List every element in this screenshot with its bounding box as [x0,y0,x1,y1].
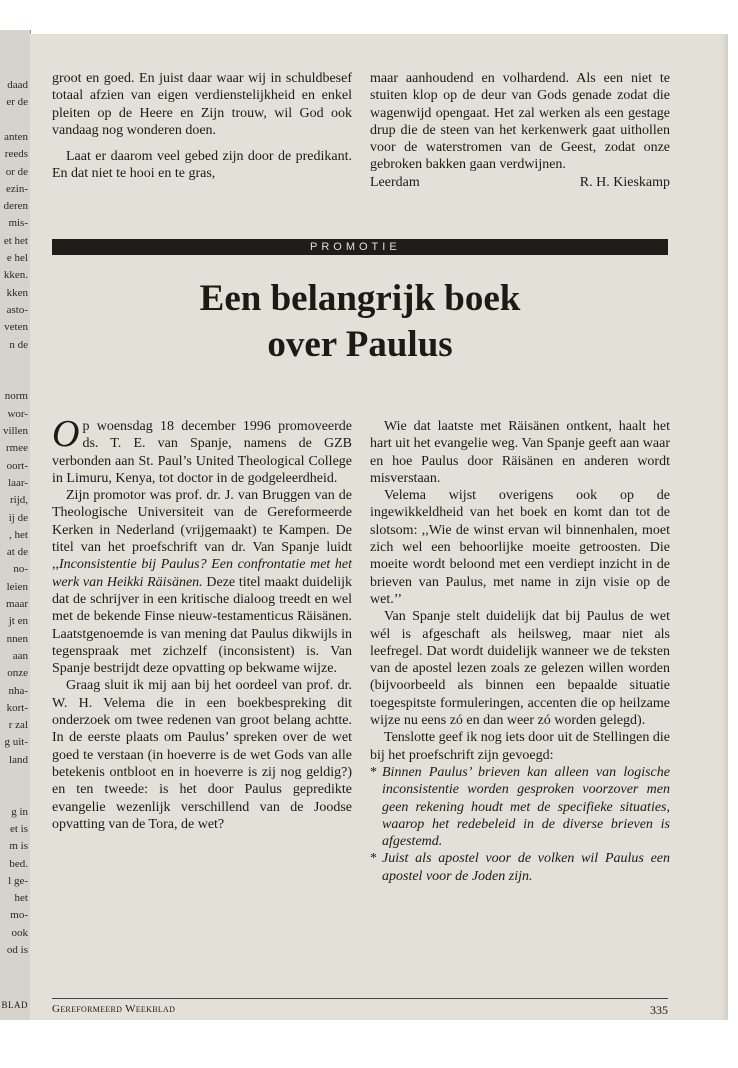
section-banner [52,239,668,255]
previous-page-fragment: kken. [3,269,28,282]
previous-page-fragment: at de [6,546,28,559]
paragraph: Velema wijst overigens ook op de ingewikkeldheid van het boek en komt dan tot de slotsom: ,,Wie de winst ervan wil binnenhalen, moet zich wel een behoorlijke moeite getroosten. Die moeite wordt beloond met een verdiept inzicht in de brieven van Paulus, met name in zijn visie op de wet.’’ [370,488,670,607]
article-right-column [370,418,670,885]
previous-page-fragment: ij de [8,511,28,524]
paragraph [52,487,352,677]
footer-rule [52,998,668,999]
previous-page-fragment: leien [6,580,28,593]
previous-page-fragment: et is [9,822,28,835]
thesis-item [370,850,670,885]
dissertation-title: Inconsistentie bij Paulus? Een confrontatie met het werk van Heikki Räisänen. [52,557,352,590]
paragraph-text: p woensdag 18 december 1996 promoveerde ds. T. E. van Spanje, namens de GZB verbonden aan St. Paul’s United Theological College in Limuru, Kenya, tot doctor in de godgeleerdheid. [52,419,352,486]
previous-page-fragment: mo- [10,909,28,922]
previous-page-fragment: maar [6,598,28,610]
paragraph: Wie dat laatste met Räisänen ontkent, haalt het hart uit het evangelie weg. Van Spanje geeft aan waar en hoe Paulus door Räisänen en anderen wordt misverstaan. [370,419,670,486]
previous-page-fragment: aan [12,649,28,662]
previous-page-fragment: l ge- [8,874,28,887]
previous-page-fragment: or de [5,165,28,178]
previous-page-fragment: mis- [8,217,28,230]
previous-page-fragment: g uit- [4,736,28,749]
paragraph-text: Zijn promotor was prof. dr. J. van Bruggen van de Theologische Universiteit van de Gereformeerde Kerken in Nederland (vrijgemaakt) te Kampen. De titel van het proefschrift van dr. Van Spanje luidt ,, [52,488,352,573]
previous-page-fragment: ezin- [6,182,28,195]
previous-page-footer-fragment: BLAD [1,1000,28,1010]
previous-page-fragment: laar- [8,476,28,489]
thesis-text: Juist als apostel voor de volken wil Paulus een apostel voor de Joden zijn. [382,851,670,884]
thesis-text: Binnen Paulus’ brieven kan alleen van logische inconsistentie worden gesproken voorzover men geen rekening houdt met de specifieke situaties, waarop het redebeleid in de diverse brieven is afgestemd. [382,764,670,850]
previous-page-fragment: anten [4,130,28,143]
paragraph: Graag sluit ik mij aan bij het oordeel van prof. dr. W. H. Velema die in een boekbespreking dit onderzoek om twee redenen van groot belang achtte. In de eerste plaats om Paulus’ spreken over de wet goed te verstaan (in hoeverre is de wet Gods van alle betekenis ontbloot en in hoeverre is zij nog geldig?) en ten tweede: is het door Paulus gepredikte evangelie wezenlijk verschillend van de Joodse opvatting van de Tora, de wet? [52,678,352,832]
previous-page-fragment: jt en [8,615,28,628]
previous-page-fragment: r zal [8,719,28,732]
previous-page-fragment: od is [6,944,28,956]
article-headline [52,276,668,368]
section-label: PROMOTIE [310,241,401,253]
previous-page-fragment: daad [7,79,28,91]
drop-cap: O [52,413,80,455]
previous-page-fragment: et het [3,234,28,247]
previous-page-fragment: er de [6,96,28,109]
previous-page-fragment: villen [2,425,28,437]
paragraph [52,413,352,487]
previous-page-fragment: kken [6,286,28,299]
previous-page-fragment: m is [9,840,28,853]
previous-page-fragment: deren [3,200,28,213]
previous-page-fragment: , het [9,528,28,541]
previous-page-strip [0,30,31,1020]
previous-page-fragment: bed. [9,857,28,870]
top-right-column [370,70,670,191]
previous-page-fragment: kort- [6,701,28,714]
paragraph-text: Deze titel maakt duidelijk dat de schrijver in een kritische dialoog treedt en wel met de bekende Finse nieuw-testamenticus Räisänen. Laatstgenoemde is van mening dat Paulus dikwijls in tegenspraak met zichzelf (inconsistent) is. Van Spanje bestrijdt deze opvatting op bekwame wijze. [52,574,352,677]
previous-page-fragment: land [9,753,28,766]
top-left-column [52,70,352,183]
page-number: 335 [650,1003,668,1017]
signature-author: R. H. Kieskamp [579,174,670,190]
previous-page-fragment: rmee [6,442,28,455]
paragraph: Van Spanje stelt duidelijk dat bij Paulus de wet wél is afgeschaft als heilsweg, maar niet als leefregel. Dat wordt duidelijk wanneer we de teksten van de apostel lezen zoals ze gelezen willen worden (bijvoorbeeld als binnen een bepaalde situatie toegespitste formuleringen, accenten die op heilzame wijze nu eens zó en dan weer zó worden gelegd). [370,609,670,729]
previous-page-fragment: veten [4,321,28,334]
thesis-item [370,764,670,850]
signature-line [370,174,670,191]
paragraph: maar aanhoudend en volhardend. Als een niet te stuiten klop op de deur van Gods genade zodat die wagenwijd opengaat. Het zal werken als een gestage drup die de steen van het kerkenwerk gaat uithollen voor de waterstromen van de Geest, zodat onze gebroken bakken gaan verdwijnen. [370,71,670,173]
paragraph: Tenslotte geef ik nog iets door uit de Stellingen die bij het proefschrift zijn gevoegd: [370,730,670,763]
previous-page-fragment: n de [9,338,28,351]
publication-name: Gereformeerd Weekblad [52,1003,176,1015]
previous-page-fragment: nnen [6,632,28,645]
article-left-column [52,413,352,833]
previous-page-fragment: onze [7,667,28,680]
previous-page-fragment: ook [11,926,28,939]
previous-page-fragment: g in [11,805,28,818]
previous-page-fragment: asto- [6,303,28,316]
previous-page-fragment: oort- [6,459,28,472]
previous-page-fragment: wor- [7,407,28,420]
previous-page-fragment: reeds [4,148,28,161]
headline-line-2: over Paulus [267,324,453,365]
paragraph: groot en goed. En juist daar waar wij in schuldbesef totaal afzien van eigen verdienstelijkheid en enkel pleiten op de Heere en Zijn trouw, wil God ook vandaag nog wonderen doen. [52,71,352,138]
headline-line-1: Een belangrijk boek [199,278,521,319]
previous-page-fragment: no- [13,563,28,576]
signature-place: Leerdam [370,174,420,190]
paragraph: Laat er daarom veel gebed zijn door de predikant. En dat niet te hooi en te gras, [52,149,352,182]
previous-page-fragment: het [14,892,28,905]
previous-page-fragment: nha- [8,684,28,697]
previous-page-fragment: e hel [6,252,28,264]
previous-page-fragment: rijd, [9,494,28,507]
previous-page-fragment: norm [4,390,28,403]
magazine-page [30,34,728,1020]
bullet-mark: * [370,764,377,780]
bullet-mark: * [370,851,377,867]
